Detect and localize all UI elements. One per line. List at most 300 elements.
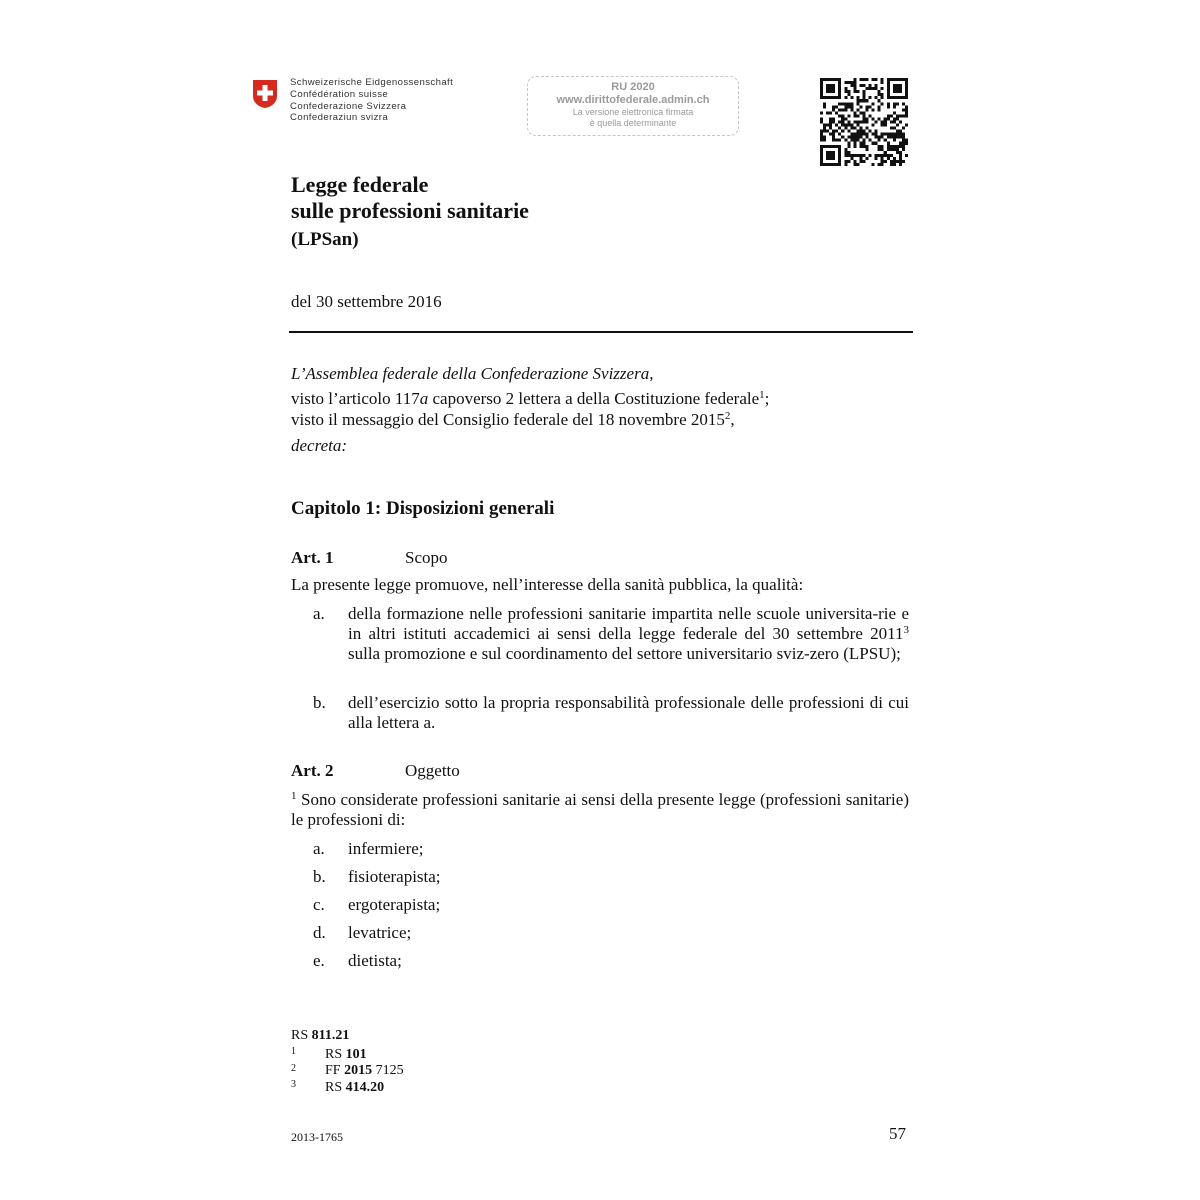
- qr-module: [835, 130, 838, 133]
- qr-module: [838, 120, 841, 123]
- qr-module: [844, 127, 847, 130]
- qr-module: [884, 124, 887, 127]
- footnote-ref-bold: 414.20: [345, 1080, 385, 1095]
- qr-module: [881, 145, 884, 148]
- qr-module: [829, 90, 832, 93]
- qr-module: [856, 130, 859, 133]
- qr-module: [838, 145, 841, 148]
- qr-module: [841, 108, 844, 111]
- footnote-number: 3: [291, 1079, 296, 1090]
- article-2-title: Oggetto: [405, 761, 460, 780]
- stamp-note-2: è quella determinante: [589, 118, 677, 128]
- footnote-suffix: 7125: [372, 1063, 404, 1078]
- qr-module: [835, 96, 838, 99]
- qr-module: [847, 114, 850, 117]
- page-number: 57: [889, 1124, 906, 1143]
- qr-module: [893, 105, 896, 108]
- qr-module: [853, 163, 856, 166]
- qr-module: [902, 139, 905, 142]
- qr-module: [869, 130, 872, 133]
- qr-module: [899, 84, 902, 87]
- qr-module: [869, 87, 872, 90]
- qr-module: [859, 142, 862, 145]
- qr-module: [881, 136, 884, 139]
- article-1-item-b-text: dell’esercizio sotto la propria responsabilità professionale delle professioni di cui alla lettera a.: [348, 693, 909, 732]
- qr-module: [902, 148, 905, 151]
- qr-module: [844, 105, 847, 108]
- qr-module: [887, 136, 890, 139]
- qr-module: [853, 154, 856, 157]
- article-2-item-text: levatrice;: [348, 923, 412, 942]
- qr-module: [862, 160, 865, 163]
- qr-module: [850, 105, 853, 108]
- qr-module: [832, 78, 835, 81]
- qr-module: [878, 99, 881, 102]
- qr-module: [847, 151, 850, 154]
- qr-module: [835, 163, 838, 166]
- qr-module: [859, 105, 862, 108]
- qr-module: [875, 96, 878, 99]
- qr-module: [823, 163, 826, 166]
- qr-module: [847, 145, 850, 148]
- qr-module: [823, 124, 826, 127]
- qr-module: [872, 78, 875, 81]
- qr-module: [893, 136, 896, 139]
- article-2-paragraph-1: [291, 790, 909, 830]
- qr-module: [890, 163, 893, 166]
- qr-module: [899, 142, 902, 145]
- qr-module: [835, 111, 838, 114]
- preamble-visto-message-text: visto il messaggio del Consiglio federale del 18 novembre 2015: [291, 410, 725, 429]
- qr-module: [902, 102, 905, 105]
- law-date: del 30 settembre 2016: [291, 292, 442, 311]
- article-1-item-a-text: [348, 604, 909, 664]
- qr-module: [820, 84, 823, 87]
- qr-module: [893, 111, 896, 114]
- qr-module: [902, 96, 905, 99]
- qr-module: [844, 81, 847, 84]
- preamble-visto-constitution-text-a: visto l’articolo 117: [291, 389, 420, 408]
- article-1-number: Art. 1: [291, 548, 334, 567]
- qr-module: [893, 84, 896, 87]
- qr-module: [887, 157, 890, 160]
- qr-module: [838, 78, 841, 81]
- qr-module: [859, 154, 862, 157]
- qr-module: [869, 96, 872, 99]
- qr-module: [838, 93, 841, 96]
- qr-module: [829, 133, 832, 136]
- confederation-name-it: Confederazione Svizzera: [290, 100, 407, 112]
- qr-module: [838, 157, 841, 160]
- qr-module: [878, 136, 881, 139]
- qr-module: [823, 102, 826, 105]
- qr-module: [826, 151, 829, 154]
- qr-module: [862, 84, 865, 87]
- preamble-decreta: decreta:: [291, 436, 348, 455]
- qr-module: [884, 133, 887, 136]
- qr-module: [862, 99, 865, 102]
- qr-module: [850, 124, 853, 127]
- qr-module: [853, 145, 856, 148]
- qr-module: [844, 108, 847, 111]
- qr-module: [853, 120, 856, 123]
- qr-module: [884, 139, 887, 142]
- qr-module: [905, 154, 908, 157]
- qr-module: [905, 87, 908, 90]
- qr-module: [875, 78, 878, 81]
- qr-module: [896, 117, 899, 120]
- footnote-prefix: RS: [325, 1047, 346, 1062]
- qr-module: [896, 124, 899, 127]
- qr-module: [838, 84, 841, 87]
- qr-module: [826, 163, 829, 166]
- qr-module: [905, 139, 908, 142]
- qr-module: [881, 157, 884, 160]
- qr-module: [887, 96, 890, 99]
- qr-module: [878, 139, 881, 142]
- qr-module: [887, 154, 890, 157]
- qr-module: [878, 105, 881, 108]
- article-1-title: Scopo: [405, 548, 448, 567]
- qr-module: [905, 96, 908, 99]
- qr-module: [820, 96, 823, 99]
- qr-module: [847, 105, 850, 108]
- qr-module: [859, 78, 862, 81]
- qr-module: [835, 145, 838, 148]
- article-2-item-letter: d.: [313, 923, 326, 942]
- qr-module: [856, 154, 859, 157]
- qr-module: [838, 160, 841, 163]
- qr-module: [887, 142, 890, 145]
- qr-module: [887, 117, 890, 120]
- qr-module: [890, 78, 893, 81]
- qr-module: [832, 157, 835, 160]
- qr-module: [847, 136, 850, 139]
- footnote-text: [325, 1063, 404, 1079]
- qr-module: [890, 145, 893, 148]
- title-divider: [289, 331, 913, 333]
- qr-module: [829, 157, 832, 160]
- qr-module: [887, 114, 890, 117]
- qr-module: [905, 81, 908, 84]
- qr-module: [896, 96, 899, 99]
- qr-module: [905, 93, 908, 96]
- qr-module: [878, 90, 881, 93]
- qr-module: [878, 148, 881, 151]
- qr-module: [881, 154, 884, 157]
- qr-module: [899, 160, 902, 163]
- qr-module: [838, 151, 841, 154]
- qr-module: [832, 108, 835, 111]
- footnote-text: [325, 1047, 367, 1063]
- qr-module: [856, 102, 859, 105]
- qr-module: [856, 96, 859, 99]
- qr-module: [893, 90, 896, 93]
- qr-module: [856, 90, 859, 93]
- qr-module: [881, 81, 884, 84]
- qr-module: [902, 114, 905, 117]
- qr-module: [820, 117, 823, 120]
- qr-module: [862, 133, 865, 136]
- qr-module: [887, 93, 890, 96]
- qr-module: [866, 87, 869, 90]
- qr-module: [820, 160, 823, 163]
- article-2-item-letter: b.: [313, 867, 326, 886]
- qr-module: [881, 163, 884, 166]
- qr-module: [826, 90, 829, 93]
- qr-module: [893, 78, 896, 81]
- qr-module: [902, 78, 905, 81]
- qr-module: [853, 84, 856, 87]
- qr-module: [847, 102, 850, 105]
- article-2-item-letter: e.: [313, 951, 325, 970]
- qr-module: [859, 130, 862, 133]
- qr-module: [887, 81, 890, 84]
- qr-module: [850, 139, 853, 142]
- qr-module: [853, 90, 856, 93]
- qr-module: [881, 133, 884, 136]
- qr-module: [853, 114, 856, 117]
- qr-module: [820, 111, 823, 114]
- qr-module: [875, 136, 878, 139]
- law-abbreviation: (LPSan): [291, 229, 359, 250]
- qr-module: [859, 84, 862, 87]
- qr-module: [887, 87, 890, 90]
- footnote-text: [325, 1080, 384, 1096]
- qr-module: [829, 87, 832, 90]
- qr-module: [823, 127, 826, 130]
- qr-module: [869, 139, 872, 142]
- qr-module: [820, 90, 823, 93]
- qr-module: [826, 96, 829, 99]
- qr-module: [896, 133, 899, 136]
- qr-module: [862, 78, 865, 81]
- qr-module: [896, 136, 899, 139]
- qr-module: [875, 154, 878, 157]
- qr-module: [847, 124, 850, 127]
- qr-module: [887, 90, 890, 93]
- qr-module: [823, 130, 826, 133]
- qr-module: [856, 139, 859, 142]
- qr-module: [838, 102, 841, 105]
- qr-module: [893, 148, 896, 151]
- qr-module: [899, 87, 902, 90]
- qr-module: [902, 127, 905, 130]
- qr-module: [881, 124, 884, 127]
- qr-module: [899, 136, 902, 139]
- qr-code: [820, 78, 908, 171]
- qr-module: [826, 78, 829, 81]
- qr-module: [893, 87, 896, 90]
- qr-module: [902, 136, 905, 139]
- qr-module: [850, 154, 853, 157]
- confederation-name-rm: Confederaziun svizra: [290, 112, 389, 124]
- qr-module: [844, 163, 847, 166]
- qr-module: [899, 96, 902, 99]
- qr-module: [829, 163, 832, 166]
- qr-module: [896, 130, 899, 133]
- qr-module: [905, 142, 908, 145]
- qr-module: [890, 160, 893, 163]
- footnote-ref-1: 1: [759, 389, 765, 401]
- qr-module: [841, 117, 844, 120]
- qr-module: [866, 108, 869, 111]
- qr-module: [850, 157, 853, 160]
- footnote-ref-bold: 2015: [344, 1063, 373, 1078]
- qr-module: [838, 127, 841, 130]
- qr-module: [862, 145, 865, 148]
- qr-module: [878, 154, 881, 157]
- rs-classification: [291, 1028, 349, 1044]
- qr-module: [890, 148, 893, 151]
- qr-module: [905, 124, 908, 127]
- qr-module: [890, 136, 893, 139]
- law-title-line-1: Legge federale: [291, 172, 429, 197]
- qr-module: [820, 81, 823, 84]
- swiss-cross-logo: [252, 79, 278, 114]
- qr-module: [905, 108, 908, 111]
- qr-module: [878, 117, 881, 120]
- qr-module: [893, 145, 896, 148]
- article-1-intro: La presente legge promuove, nell’interesse della sanità pubblica, la qualità:: [291, 575, 804, 594]
- qr-module: [829, 145, 832, 148]
- qr-module: [832, 117, 835, 120]
- qr-module: [905, 114, 908, 117]
- qr-module: [826, 145, 829, 148]
- qr-module: [829, 78, 832, 81]
- qr-module: [899, 120, 902, 123]
- qr-module: [844, 139, 847, 142]
- qr-module: [862, 139, 865, 142]
- footnote-prefix: RS: [325, 1080, 346, 1095]
- qr-module: [881, 78, 884, 81]
- qr-module: [826, 157, 829, 160]
- law-title-line-2: sulle professioni sanitarie: [291, 198, 529, 223]
- qr-module: [838, 90, 841, 93]
- qr-module: [896, 87, 899, 90]
- article-2-item-letter: c.: [313, 895, 325, 914]
- qr-module: [869, 114, 872, 117]
- qr-module: [890, 96, 893, 99]
- qr-module: [872, 124, 875, 127]
- qr-module: [859, 145, 862, 148]
- qr-module: [850, 133, 853, 136]
- qr-module: [896, 102, 899, 105]
- qr-module: [875, 142, 878, 145]
- qr-module: [853, 81, 856, 84]
- qr-module: [887, 133, 890, 136]
- qr-module: [899, 78, 902, 81]
- qr-module: [856, 133, 859, 136]
- qr-module: [872, 87, 875, 90]
- qr-module: [856, 124, 859, 127]
- qr-module: [893, 127, 896, 130]
- qr-module: [838, 163, 841, 166]
- qr-module: [856, 99, 859, 102]
- qr-module: [829, 151, 832, 154]
- qr-module: [853, 127, 856, 130]
- qr-module: [893, 160, 896, 163]
- qr-module: [820, 163, 823, 166]
- qr-module: [872, 133, 875, 136]
- qr-module: [832, 87, 835, 90]
- qr-module: [847, 142, 850, 145]
- qr-module: [890, 127, 893, 130]
- qr-module: [820, 139, 823, 142]
- qr-module: [899, 114, 902, 117]
- qr-module: [844, 87, 847, 90]
- qr-module: [826, 87, 829, 90]
- qr-module: [866, 105, 869, 108]
- qr-module: [820, 87, 823, 90]
- qr-module: [899, 154, 902, 157]
- qr-module: [850, 84, 853, 87]
- qr-module: [869, 105, 872, 108]
- qr-module: [820, 130, 823, 133]
- qr-module: [853, 111, 856, 114]
- qr-module: [893, 163, 896, 166]
- qr-module: [899, 133, 902, 136]
- qr-module: [896, 151, 899, 154]
- qr-module: [847, 130, 850, 133]
- preamble-visto-constitution: [291, 389, 769, 409]
- preamble-assembly: L’Assemblea federale della Confederazione Svizzera,: [291, 364, 654, 383]
- chapter-heading: Capitolo 1: Disposizioni generali: [291, 498, 555, 519]
- qr-module: [826, 130, 829, 133]
- law-title: [291, 172, 529, 224]
- qr-module: [896, 114, 899, 117]
- qr-module: [829, 84, 832, 87]
- qr-module: [823, 136, 826, 139]
- qr-module: [838, 114, 841, 117]
- confederation-names: [290, 77, 453, 124]
- qr-module: [881, 102, 884, 105]
- qr-module: [841, 114, 844, 117]
- qr-module: [832, 154, 835, 157]
- article-1-item-a-text-part-2: sulla promozione e sul coordinamento del settore universitario sviz-zero (LPSU);: [348, 644, 901, 663]
- qr-module: [841, 136, 844, 139]
- qr-module: [887, 105, 890, 108]
- qr-module: [850, 102, 853, 105]
- qr-module: [823, 145, 826, 148]
- qr-module: [866, 99, 869, 102]
- qr-module: [862, 93, 865, 96]
- footnote-ref-3: 3: [903, 624, 909, 636]
- qr-module: [829, 120, 832, 123]
- qr-module: [841, 124, 844, 127]
- qr-module: [899, 157, 902, 160]
- qr-module: [838, 108, 841, 111]
- article-1-item-a-text-part-1: della formazione nelle professioni sanitarie impartita nelle scuole universita-rie e in altri istituti accademici ai sensi della legge federale del 30 settembre 2011: [348, 604, 909, 643]
- qr-module: [832, 105, 835, 108]
- stamp-ru-year: RU 2020: [611, 81, 655, 93]
- qr-module: [866, 145, 869, 148]
- qr-module: [859, 120, 862, 123]
- qr-module: [896, 145, 899, 148]
- qr-module: [899, 130, 902, 133]
- article-2-item-text: fisioterapista;: [348, 867, 441, 886]
- qr-module: [826, 84, 829, 87]
- qr-module: [850, 96, 853, 99]
- qr-module: [847, 93, 850, 96]
- qr-module: [838, 96, 841, 99]
- qr-module: [859, 127, 862, 130]
- qr-module: [829, 154, 832, 157]
- qr-module: [890, 120, 893, 123]
- qr-module: [829, 127, 832, 130]
- qr-module: [866, 157, 869, 160]
- qr-module: [896, 78, 899, 81]
